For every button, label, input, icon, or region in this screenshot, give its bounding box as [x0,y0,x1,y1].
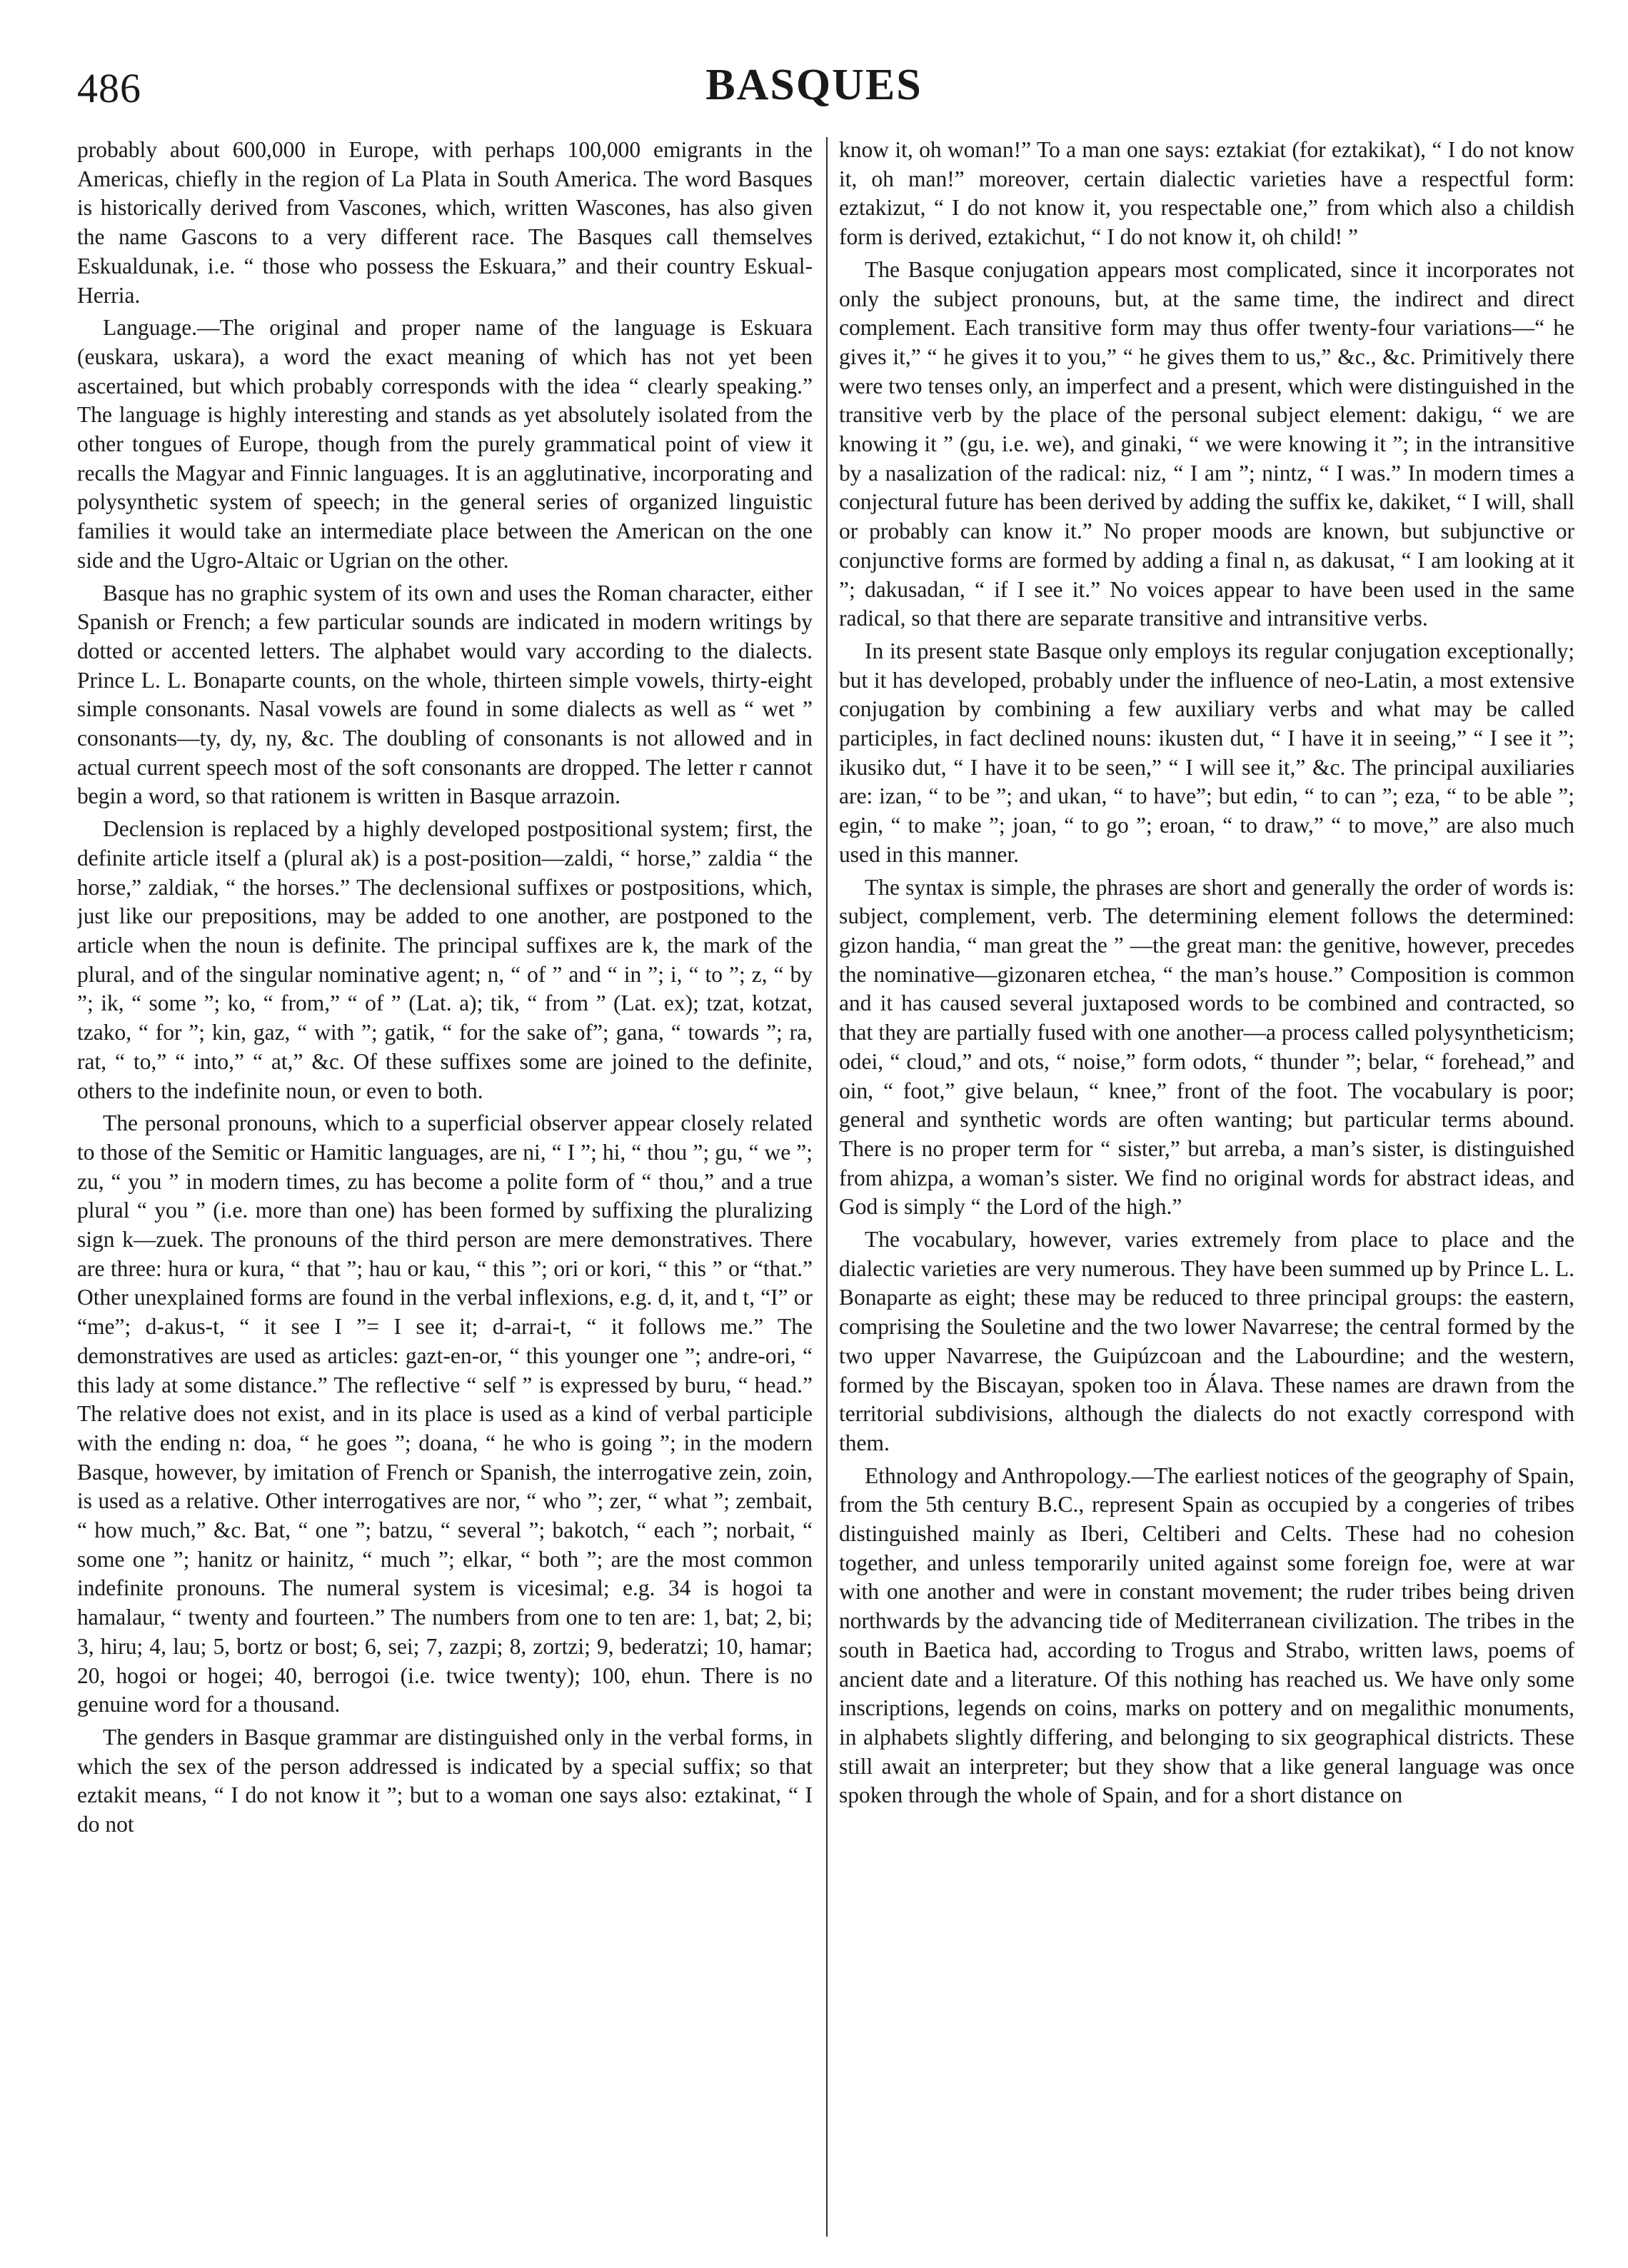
paragraph: The vocabulary, however, varies extremely from place to place and the dialectic varieties are very numerous. They have been summed up by Prince L. L. Bonaparte as eight; these may be reduced to three principal groups: the eastern, comprising the Souletine and the two lower Navarrese; the central formed by the two upper Navarrese, the Guipúzcoan and the Labourdine; and the western, formed by the Biscayan, spoken too in Álava. These names are drawn from the territorial subdivisions, although the dialects do not exactly correspond with them. [839,1227,1574,1455]
right-column [839,136,1574,2249]
paragraph: Ethnology and Anthropology.—The earliest notices of the geography of Spain, from the 5th century B.C., represent Spain as occupied by a congeries of tribes distinguished mainly as Iberi, Celtiberi and Celts. These had no cohesion together, and unless temporarily united against some foreign foe, were at war with one another and were in constant movement; the ruder tribes being driven northwards by the advancing tide of Mediterranean civilization. The tribes in the south in Baetica had, according to Trogus and Strabo, written laws, poems of ancient date and a literature. Of this nothing has reached us. We have only some inscriptions, legends on coins, marks on pottery and on megalithic monuments, in alphabets slightly differing, and belonging to six geographical districts. These still await an interpreter; but they show that a like general language was once spoken through the whole of Spain, and for a short distance on [839,1462,1574,1808]
paragraph: In its present state Basque only employs its regular conjugation exceptionally; but it has developed, probably under the influence of neo-Latin, a most extensive conjugation by combining a few auxiliary verbs and what may be called participles, in fact declined nouns: ikusten dut, “ I have it in seeing,” “ I see it ”; ikusiko dut, “ I have it to be seen,” “ I will see it,” &c. The principal auxiliaries are: izan, “ to be ”; and ukan, “ to have”; but edin, “ to can ”; eza, “ to be able ”; egin, “ to make ”; joan, “ to go ”; eroan, “ to draw,” “ to move,” are also much used in this manner. [839,638,1574,867]
paragraph: Basque has no graphic system of its own and uses the Roman character, either Spanish or French; a few particular sounds are indicated in modern writings by dotted or accented letters. The alphabet would vary according to the dialects. Prince L. L. Bonaparte counts, on the whole, thirteen simple vowels, thirty-eight simple consonants. Nasal vowels are found in some dialects as well as “ wet ” consonants—ty, dy, ny, &c. The doubling of consonants is not allowed and in actual current speech most of the soft consonants are dropped. The letter r cannot begin a word, so that rationem is written in Basque arrazoin. [77,580,813,809]
page-number: 486 [77,65,141,111]
paragraph: The genders in Basque grammar are distinguished only in the verbal forms, in which the sex of the person addressed is indicated by a special suffix; so that eztakit means, “ I do not know it ”; but to a woman one says also: eztakinat, “ I do not [77,1724,813,1837]
paragraph: The Basque conjugation appears most complicated, since it incorporates not only the subject pronouns, but, at the same time, the indirect and direct complement. Each transitive form may thus offer twenty-four variations—“ he gives it,” “ he gives it to you,” “ he gives them to us,” &c., &c. Primitively there were two tenses only, an imperfect and a present, which were distinguished in the transitive verb by the place of the personal subject element: dakigu, “ we are knowing it ” (gu, i.e. we), and ginaki, “ we were knowing it ”; in the intransitive by a nasalization of the radical: niz, “ I am ”; nintz, “ I was.” In modern times a conjectural future has been derived by adding the suffix ke, dakiket, “ I will, shall or probably can know it.” No proper moods are known, but subjunctive or conjunctive forms are formed by adding a final n, as dakusat, “ I am looking at it ”; dakusadan, “ if I see it.” No voices appear to have been used in the same radical, so that there are separate transitive and intransitive verbs. [839,256,1574,631]
paragraph: Language.—The original and proper name of the language is Eskuara (euskara, uskara), a word the exact meaning of which has not yet been ascertained, but which probably corresponds with the idea “ clearly speaking.” The language is highly interesting and stands as yet absolutely isolated from the other tongues of Europe, though from the purely grammatical point of view it recalls the Magyar and Finnic languages. It is an agglutinative, incorporating and polysynthetic system of speech; in the general series of organized linguistic families it would take an intermediate place between the American on the one side and the Ugro-Altaic or Ugrian on the other. [77,315,813,573]
column-divider [826,137,828,2237]
paragraph: know it, oh woman!” To a man one says: eztakiat (for eztakikat), “ I do not know it, oh man!” moreover, certain dialectic varieties have a respectful form: eztakizut, “ I do not know it, you respectable one,” from which also a childish form is derived, eztakichut, “ I do not know it, oh child! ” [839,137,1574,250]
paragraph: The syntax is simple, the phrases are short and generally the order of words is: subject, complement, verb. The determining element follows the determined: gizon handia, “ man great the ” —the great man: the genitive, however, precedes the nominative—gizonaren etchea, “ the man’s house.” Composition is common and it has caused several juxtaposed words to be combined and contracted, so that they are partially fused with one another—a process called polysyntheticism; odei, “ cloud,” and ots, “ noise,” form odots, “ thunder ”; belar, “ forehead,” and oin, “ foot,” give belaun, “ knee,” front of the foot. The vocabulary is poor; general and synthetic words are often wanting; but particular terms abound. There is no proper term for “ sister,” but arreba, a man’s sister, is distinguished from ahizpa, a woman’s sister. We find no original words for abstract ideas, and God is simply “ the Lord of the high.” [839,874,1574,1220]
paragraph: probably about 600,000 in Europe, with perhaps 100,000 emigrants in the Americas, chiefly in the region of La Plata in South America. The word Basques is historically derived from Vascones, which, written Wascones, has also given the name Gascons to a very different race. The Basques call themselves Eskualdunak, i.e. “ those who possess the Eskuara,” and their country Eskual-Herria. [77,137,813,308]
paragraph: The personal pronouns, which to a superficial observer appear closely related to those of the Semitic or Hamitic languages, are ni, “ I ”; hi, “ thou ”; gu, “ we ”; zu, “ you ” in modern times, zu has become a polite form of “ thou,” and a true plural “ you ” (i.e. more than one) has been formed by suffixing the pluralizing sign k—zuek. The pronouns of the third person are mere demonstratives. There are three: hura or kura, “ that ”; hau or kau, “ this ”; ori or kori, “ this ” or “that.” Other unexplained forms are found in the verbal inflexions, e.g. d, it, and t, “I” or “me”; d-akus-t, “ it see I ”= I see it; d-arrai-t, “ it follows me.” The demonstratives are used as articles: gazt-en-or, “ this younger one ”; andre-ori, “ this lady at some distance.” The reflective “ self ” is expressed by buru, “ head.” The relative does not exist, and in its place is used as a kind of verbal participle with the ending n: doa, “ he goes ”; doana, “ he who is going ”; in the modern Basque, however, by imitation of French or Spanish, the interrogative zein, zoin, is used as a relative. Other interrogatives are nor, “ who ”; zer, “ what ”; zembait, “ how much,” &c. Bat, “ one ”; batzu, “ several ”; bakotch, “ each ”; norbait, “ some one ”; hanitz or hainitz, “ much ”; elkar, “ both ”; are the most common indefinite pronouns. The numeral system is vicesimal; e.g. 34 is hogoi ta hamalaur, “ twenty and fourteen.” The numbers from one to ten are: 1, bat; 2, bi; 3, hiru; 4, lau; 5, bortz or bost; 6, sei; 7, zazpi; 8, zortzi; 9, bederatzi; 10, hamar; 20, hogoi or hogei; 40, berrogoi (i.e. twice twenty); 100, ehun. There is no genuine word for a thousand. [77,1110,813,1717]
left-column [77,136,813,2249]
paragraph: Declension is replaced by a highly developed postpositional system; first, the definite article itself a (plural ak) is a post-position—zaldi, “ horse,” zaldia “ the horse,” zaldiak, “ the horses.” The declensional suffixes or postpositions, which, just like our prepositions, may be added to one another, are postponed to the article when the noun is definite. The principal suffixes are k, the mark of the plural, and of the singular nominative agent; n, “ of ” and “ in ”; i, “ to ”; z, “ by ”; ik, “ some ”; ko, “ from,” “ of ” (Lat. a); tik, “ from ” (Lat. ex); tzat, kotzat, tzako, “ for ”; kin, gaz, “ with ”; gatik, “ for the sake of”; gana, “ towards ”; ra, rat, “ to,” “ into,” “ at,” &c. Of these suffixes some are joined to the definite, others to the indefinite noun, or even to both. [77,816,813,1103]
running-head: BASQUES [705,61,923,109]
